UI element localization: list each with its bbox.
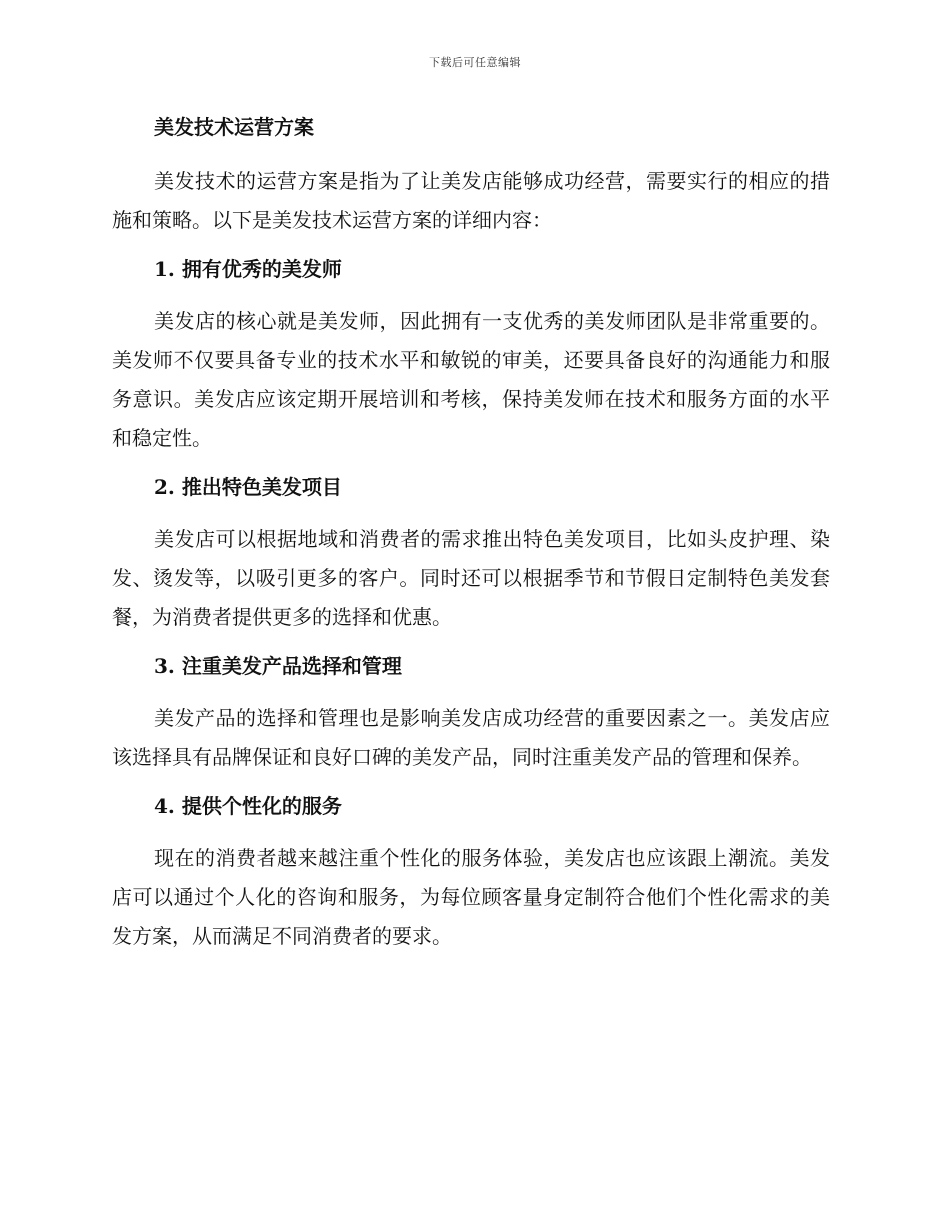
section-heading-3: 3. 注重美发产品选择和管理 <box>154 654 402 678</box>
document-title: 美发技术运营方案 <box>154 115 314 139</box>
section-heading-1: 1. 拥有优秀的美发师 <box>154 257 342 281</box>
document-body <box>112 108 830 966</box>
section-heading-2: 2. 推出特色美发项目 <box>154 475 342 499</box>
section-body-3: 美发产品的选择和管理也是影响美发店成功经营的重要因素之一。美发店应该选择具有品牌保证和良好口碑的美发产品，同时注重美发产品的管理和保养。 <box>112 706 830 769</box>
section-body-4: 现在的消费者越来越注重个性化的服务体验，美发店也应该跟上潮流。美发店可以通过个人化的咨询和服务，为每位顾客量身定制符合他们个性化需求的美发方案，从而满足不同消费者的要求。 <box>112 846 830 948</box>
section-body-2: 美发店可以根据地域和消费者的需求推出特色美发项目，比如头皮护理、染发、烫发等，以吸引更多的客户。同时还可以根据季节和节假日定制特色美发套餐，为消费者提供更多的选择和优惠。 <box>112 527 830 629</box>
intro-paragraph: 美发技术的运营方案是指为了让美发店能够成功经营，需要实行的相应的措施和策略。以下是美发技术运营方案的详细内容： <box>112 169 830 232</box>
section-heading-4: 4. 提供个性化的服务 <box>154 794 342 818</box>
section-body-1: 美发店的核心就是美发师，因此拥有一支优秀的美发师团队是非常重要的。美发师不仅要具备专业的技术水平和敏锐的审美，还要具备良好的沟通能力和服务意识。美发店应该定期开展培训和考核，保持美发师在技术和服务方面的水平和稳定性。 <box>112 309 830 450</box>
header-note: 下载后可任意编辑 <box>429 56 521 69</box>
